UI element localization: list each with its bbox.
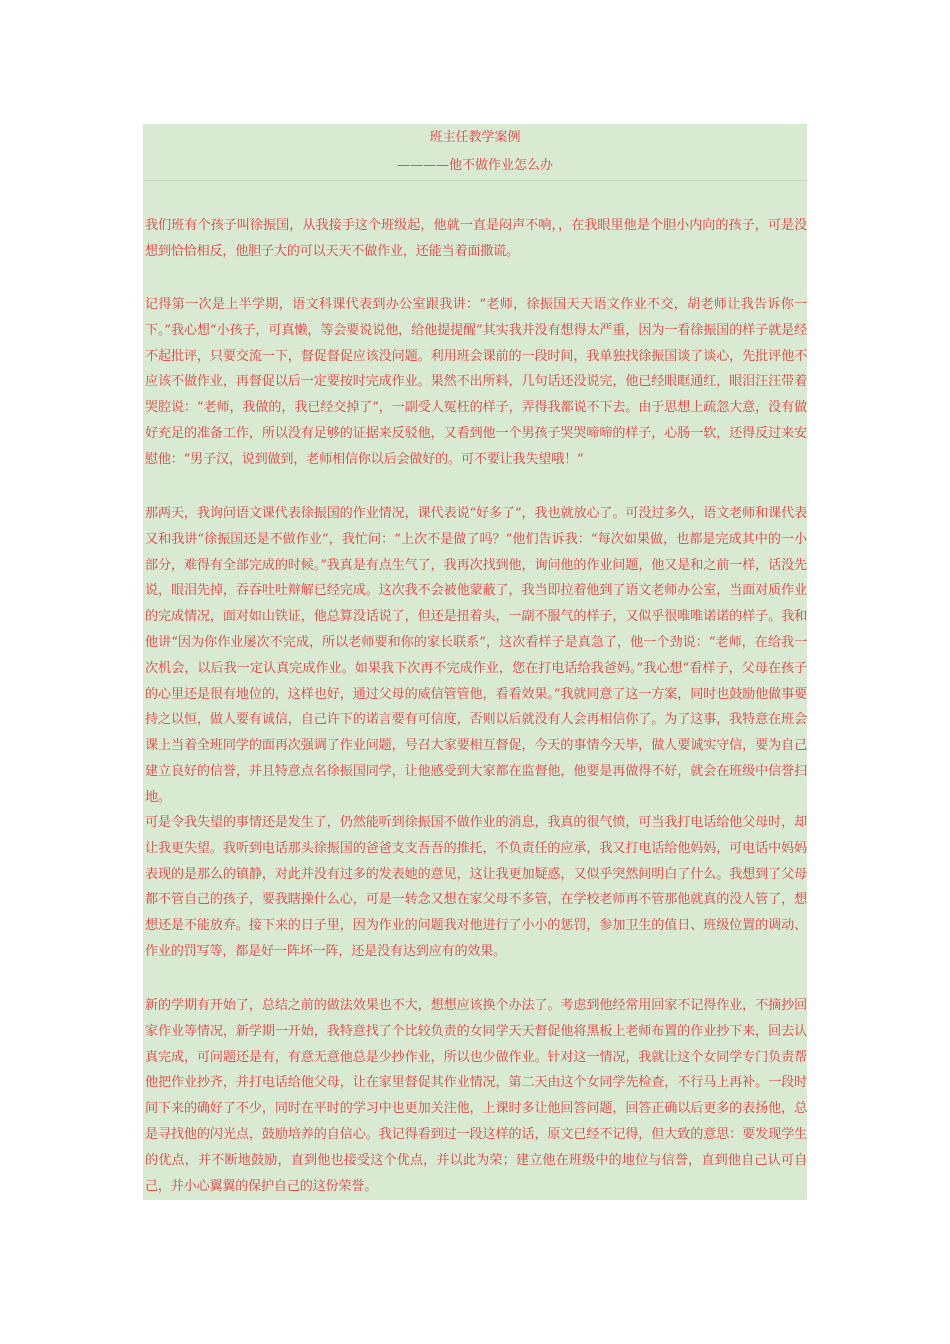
paragraph-4: 可是令我失望的事情还是发生了，仍然能听到徐振国不做作业的消息，我真的很气愤，可当我打电话给他父母时，却让我更失望。我听到电话那头徐振国的爸爸支支吾吾的推托，不负责任的应承，我又打电话给他妈妈，可电话中妈妈表现的是那么的镇静，对此并没有过多的发表她的意见，这让我更加疑惑，又似乎突然间明白了什么。我想到了父母都不管自己的孩子，要我瞎操什么心，可是一转念又想在家父母不多管，在学校老师再不管那他就真的没人管了，想想还是不能放弃。接下来的日子里，因为作业的问题我对他进行了小小的惩罚，参加卫生的值日、班级位置的调动、作业的罚写等，都是好一阵坏一阵，还是没有达到应有的效果。 bbox=[145, 815, 807, 959]
paragraph-3: 那两天，我询问语文课代表徐振国的作业情况，课代表说“好多了”，我也就放心了。可没过多久，语文老师和课代表又和我讲“徐振国还是不做作业”，我忙问：“上次不是做了吗？”他们告诉我：“每次如果做，也都是完成其中的一小部分，难得有全部完成的时候。”我真是有点生气了，我再次找到他，询问他的作业问题，他又是和之前一样，话没先说，眼泪先掉，吞吞吐吐辩解已经完成。这次我不会被他蒙蔽了，我当即拉着他到了语文老师办公室，当面对质作业的完成情况，面对如山铁证，他总算没话说了，但还是扭着头，一副不服气的样子，又似乎很唯唯诺诺的样子。我和他讲“因为你作业屡次不完成，所以老师要和你的家长联系”，这次看样子是真急了，他一个劲说：“老师，在给我一次机会，以后我一定认真完成作业。如果我下次再不完成作业，您在打电话给我爸妈。”我心想“看样子，父母在孩子的心里还是很有地位的，这样也好，通过父母的威信管管他，看看效果。”我就同意了这一方案，同时也鼓励他做事要持之以恒，做人要有诚信，自己许下的诺言要有可信度，否则以后就没有人会再相信你了。为了这事，我特意在班会课上当着全班同学的面再次强调了作业问题，号召大家要相互督促，今天的事情今天毕，做人要诚实守信，要为自己建立良好的信誉，并且特意点名徐振国同学，让他感受到大家都在监督他，他要是再做得不好，就会在班级中信誉扫地。 bbox=[145, 506, 807, 805]
document-subtitle: ————他不做作业怎么办 bbox=[396, 158, 553, 173]
document-panel bbox=[143, 124, 807, 1200]
document-title: 班主任教学案例 bbox=[429, 130, 521, 145]
header-divider bbox=[143, 180, 807, 181]
paragraph-2: 记得第一次是上半学期，语文科课代表到办公室跟我讲：“老师，徐振国天天语文作业不交，胡老师让我告诉你一下。”我心想“小孩子，可真懒，等会要说说他，给他提提醒”其实我并没有想得太严重，因为一看徐振国的样子就是经不起批评，只要交流一下，督促督促应该没问题。利用班会课前的一段时间，我单独找徐振国谈了谈心，先批评他不应该不做作业，再督促以后一定要按时完成作业。果然不出所料，几句话还没说完，他已经眼眶通红，眼泪汪汪带着哭腔说：“老师，我做的，我已经交掉了”，一副受人冤枉的样子，弄得我都说不下去。由于思想上疏忽大意，没有做好充足的准备工作，所以没有足够的证据来反驳他，又看到他一个男孩子哭哭啼啼的样子，心肠一软，还得反过来安慰他：“男子汉，说到做到，老师相信你以后会做好的。可不要让我失望哦！” bbox=[145, 297, 807, 467]
paragraph-1: 我们班有个孩子叫徐振国，从我接手这个班级起，他就一直是闷声不响，，在我眼里他是个胆小内向的孩子，可是没想到恰恰相反，他胆子大的可以天天不做作业，还能当着面撒谎。 bbox=[145, 218, 807, 259]
paragraph-5: 新的学期有开始了，总结之前的做法效果也不大，想想应该换个办法了。考虑到他经常用回家不记得作业，不摘抄回家作业等情况，新学期一开始，我特意找了个比较负责的女同学天天督促他将黑板上老师布置的作业抄下来，回去认真完成，可问题还是有，有意无意他总是少抄作业，所以也少做作业。针对这一情况，我就让这个女同学专门负责帮他把作业抄齐，并打电话给他父母，让在家里督促其作业情况，第二天由这个女同学先检查，不行马上再补。一段时间下来的确好了不少，同时在平时的学习中也更加关注他，上课时多让他回答问题，回答正确以后更多的表扬他，总是寻找他的闪光点，鼓励培养的自信心。我记得看到过一段这样的话，原文已经不记得，但大致的意思：要发现学生的优点，并不断地鼓励，直到他也接受这个优点，并以此为荣；建立他在班级中的地位与信誉，直到他自己认可自己，并小心翼翼的保护自己的这份荣誉。 bbox=[145, 998, 807, 1194]
